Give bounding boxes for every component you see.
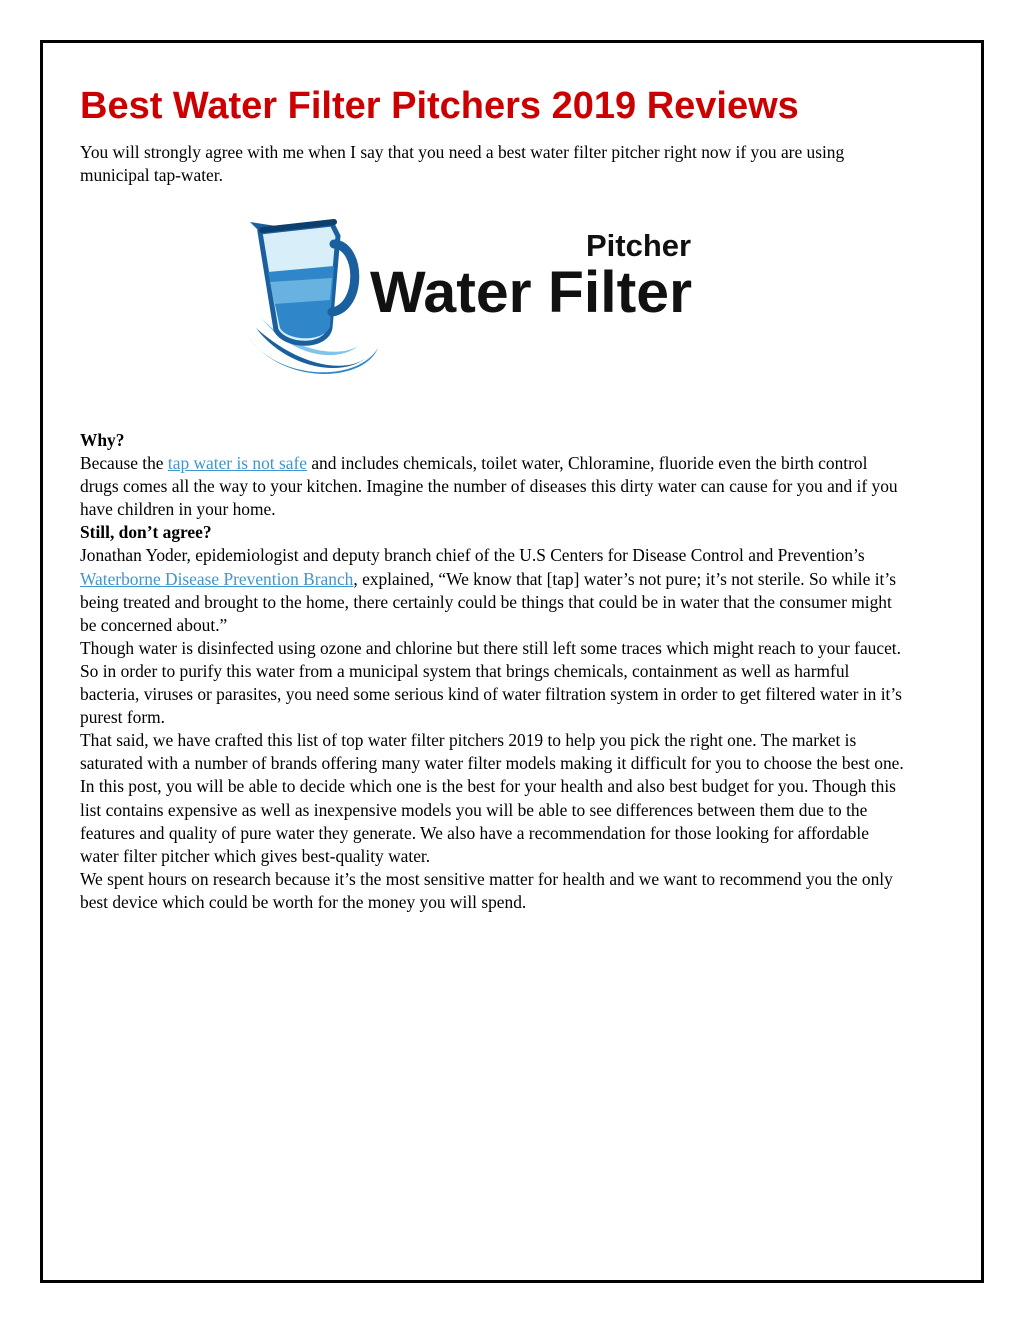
water-pitcher-icon [248,222,378,374]
disinfected-paragraph: Though water is disinfected using ozone and chlorine but there still left some traces which might reach to your faucet. So in order to purify this water from a municipal system that brings chemicals, containment as well as harmful bacteria, viruses or parasites, you need some serious kind of water filtration system in order to get filtered water in it’s purest form. [80,637,902,728]
page-title: Best Water Filter Pitchers 2019 Reviews [80,85,799,127]
article-body [80,429,906,914]
logo-word-main: Water Filter [370,260,692,325]
water-pitcher-logo [246,208,706,380]
waterborne-disease-link[interactable]: Waterborne Disease Prevention Branch [80,568,354,589]
logo-word-top: Pitcher [586,228,692,263]
document-content [80,84,906,914]
still-heading: Still, don’t agree? [80,522,212,543]
research-paragraph: We spent hours on research because it’s the most sensitive matter for health and we want to recommend you the only best device which could be worth for the money you will spend. [80,868,893,912]
why-paragraph: Because the tap water is not safe and includes chemicals, toilet water, Chloramine, fluoride even the birth control drugs comes all the way to your kitchen. Imagine the number of diseases this dirty water can cause for you and if you have children in your home. [80,453,898,520]
crafted-paragraph: That said, we have crafted this list of top water filter pitchers 2019 to help you pick the right one. The market is saturated with a number of brands offering many water filter models making it difficult for you to choose the best one. [80,730,904,774]
logo [80,208,906,380]
post-paragraph: In this post, you will be able to decide which one is the best for your health and also best budget for you. Though this list contains expensive as well as inexpensive models you will be able to see differences between them due to the features and quality of pure water they generate. We also have a recommendation for those looking for affordable water filter pitcher which gives best-quality water. [80,776,896,866]
intro-paragraph: You will strongly agree with me when I say that you need a best water filter pitcher right now if you are using municipal tap-water. [80,142,845,185]
why-heading: Why? [80,430,125,450]
quote-paragraph: Jonathan Yoder, epidemiologist and deputy branch chief of the U.S Centers for Disease Control and Prevention’s Waterborne Disease Prevention Branch, explained, “We know that [tap] water’s not pure; it’s not sterile. So while it’s being treated and brought to the home, there certainly could be things that could be in water that the consumer might be concerned about.” [80,545,896,635]
tap-water-link[interactable]: tap water is not safe [167,453,307,474]
